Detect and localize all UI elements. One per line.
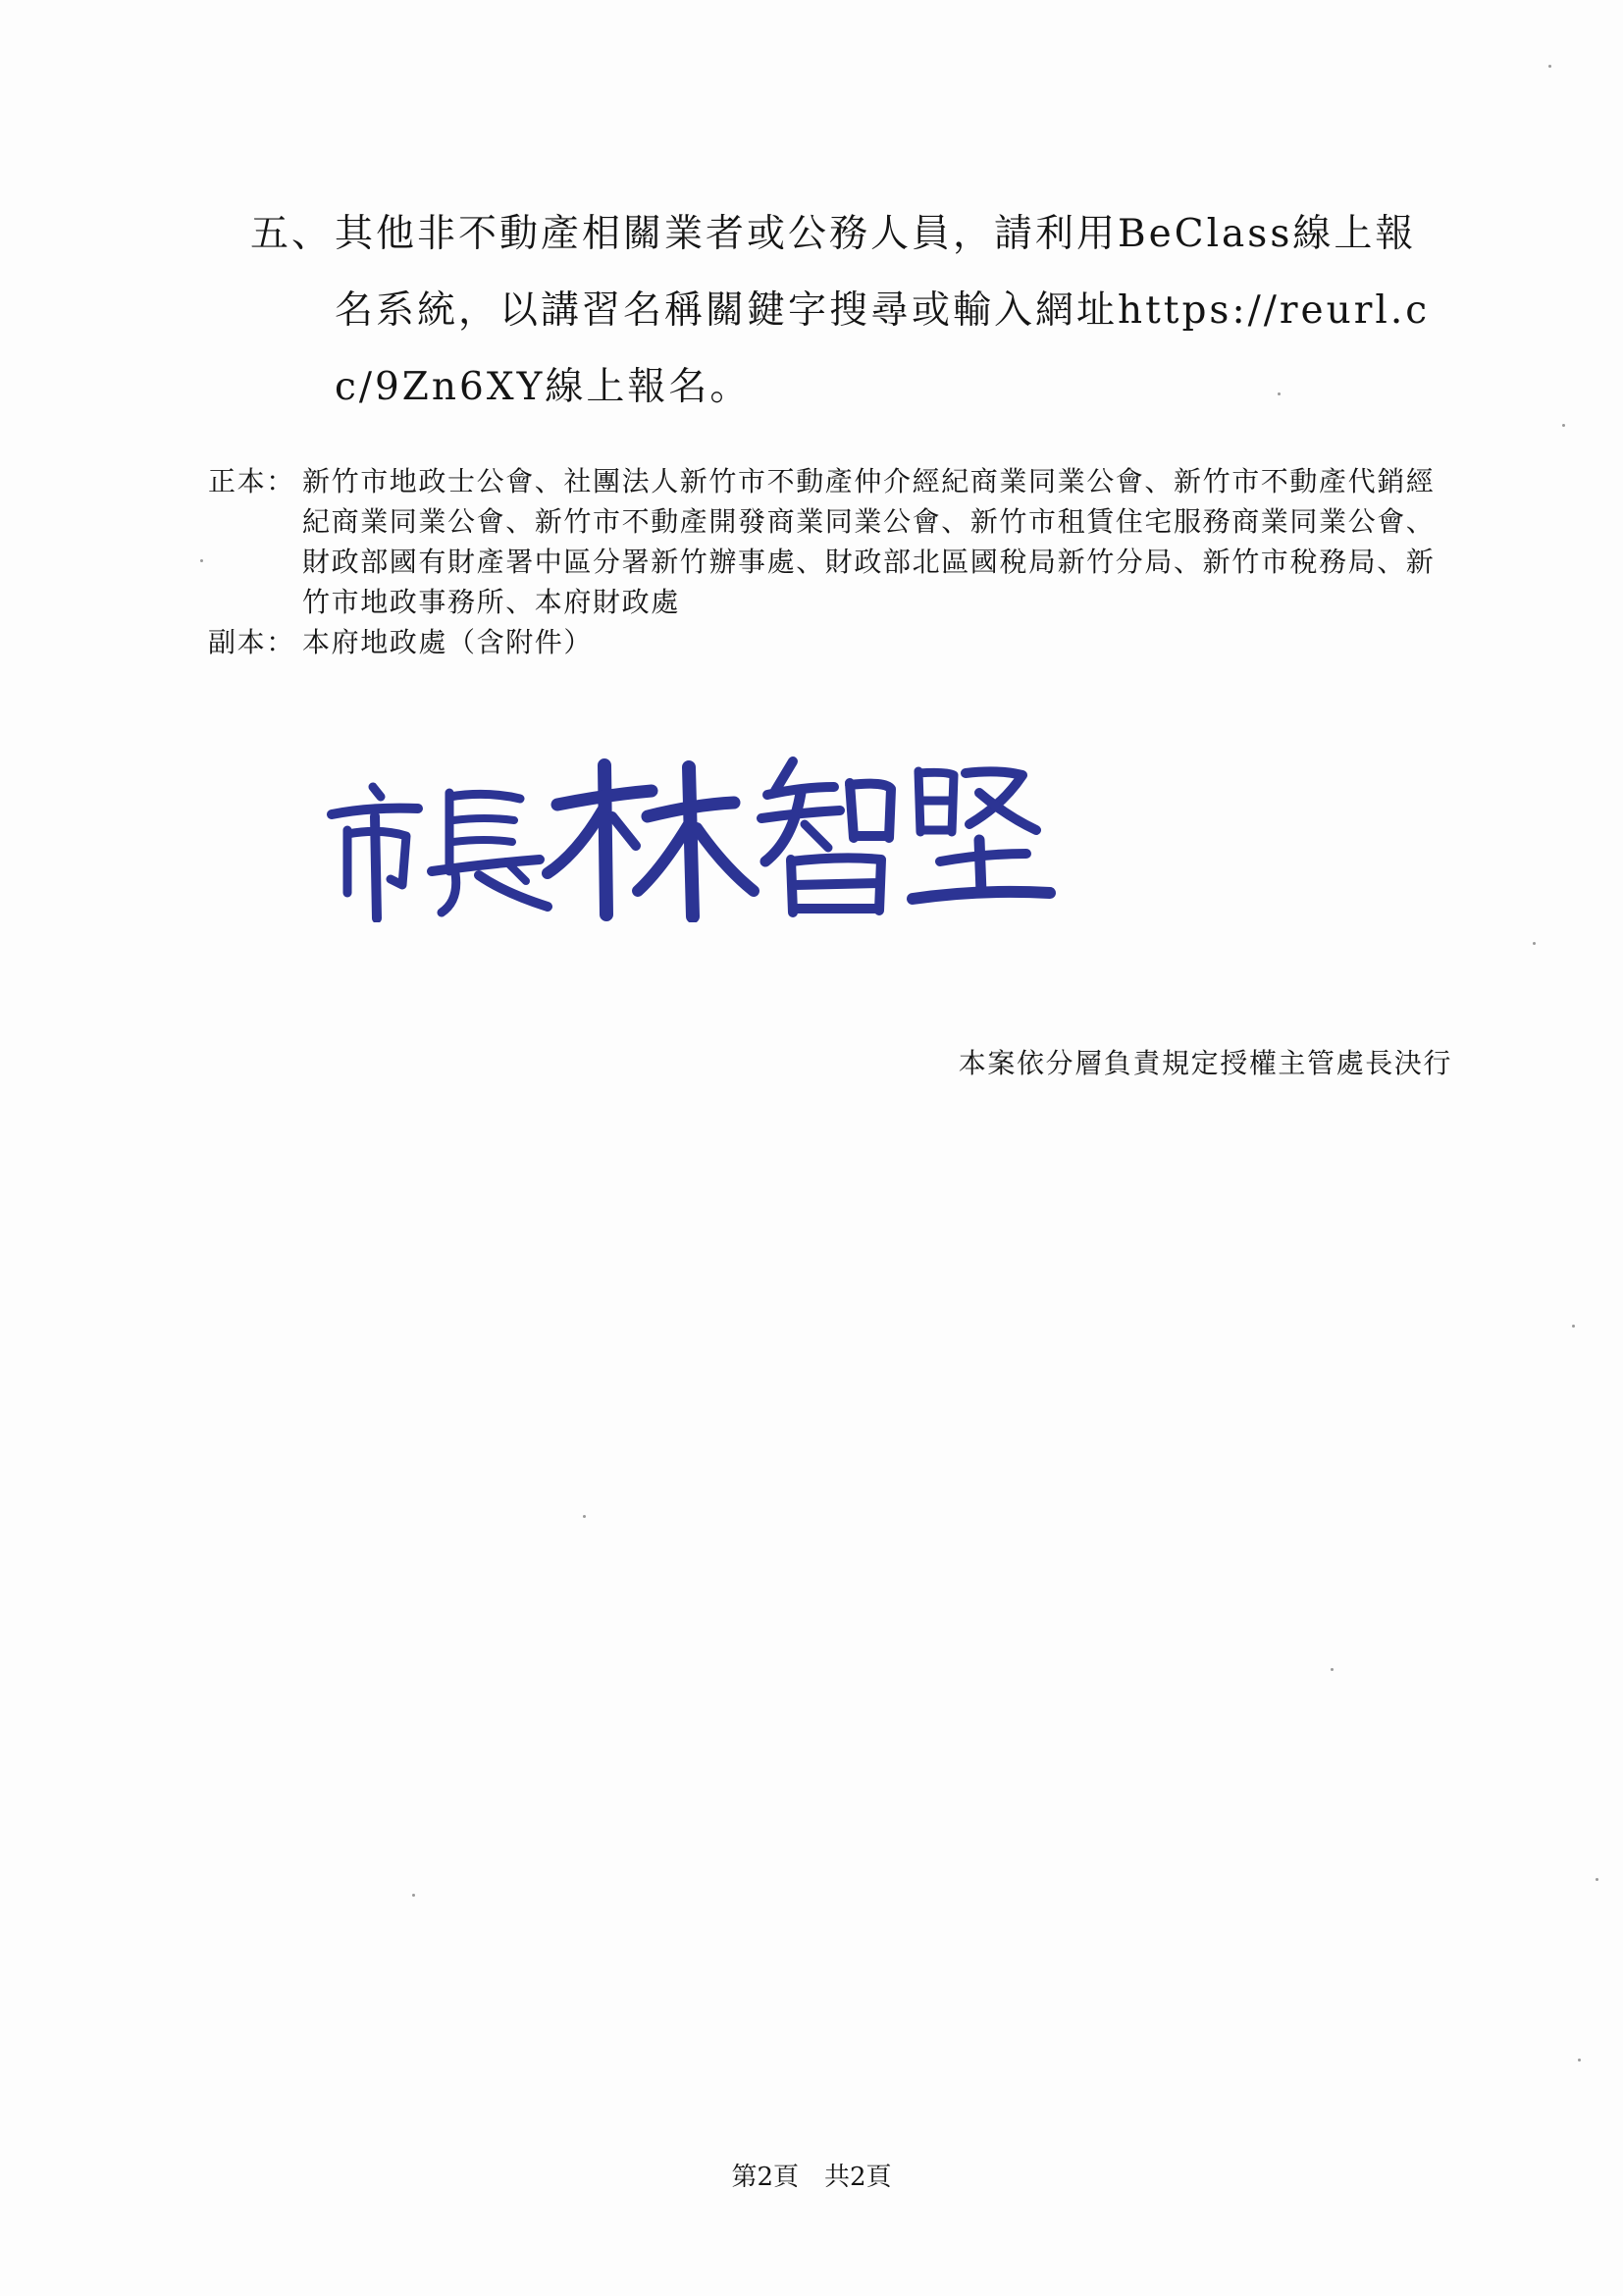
scan-speck [1533,942,1536,945]
item-number: 五、 [250,212,334,256]
copy-recipients-list: 本府地政處（含附件） [302,626,594,658]
instruction-row [250,196,1457,426]
scan-speck [583,1515,586,1518]
scan-speck [200,559,203,562]
delegation-note: 本案依分層負責規定授權主管處長決行 [958,1047,1452,1079]
page-number: 第2頁 共2頁 [731,2163,892,2192]
scan-speck [1572,1325,1575,1328]
scan-speck [1578,2059,1581,2061]
scan-speck [1278,392,1281,395]
primary-recipients-label: 正本： [208,465,295,497]
scan-speck [1548,65,1551,68]
copy-recipients-label: 副本： [208,626,295,658]
primary-recipients-row [208,461,1459,622]
copy-recipients-row [208,622,1459,662]
scan-speck [1596,1878,1598,1881]
scan-speck [412,1894,415,1897]
signature-image [312,746,1058,922]
primary-recipients-list: 新竹市地政士公會、社團法人新竹市不動產仲介經紀商業同業公會、新竹市不動產代銷經紀商業同業公會、新竹市不動產開發商業同業公會、新竹市租賃住宅服務商業同業公會、財政部國有財產署中區分署新竹辦事處、財政部北區國稅局新竹分局、新竹市稅務局、新竹市地政事務所、本府財政處 [302,465,1436,618]
item-text: 其他非不動產相關業者或公務人員，請利用BeClass線上報名系統，以講習名稱關鍵字搜尋或輸入網址https://reurl.cc/9Zn6XY線上報名。 [335,212,1431,409]
scan-speck [1331,1668,1334,1671]
recipients-block [208,461,1459,662]
scan-speck [1562,424,1565,427]
mayor-signature [312,746,1058,922]
instruction-item-five [250,196,1457,426]
